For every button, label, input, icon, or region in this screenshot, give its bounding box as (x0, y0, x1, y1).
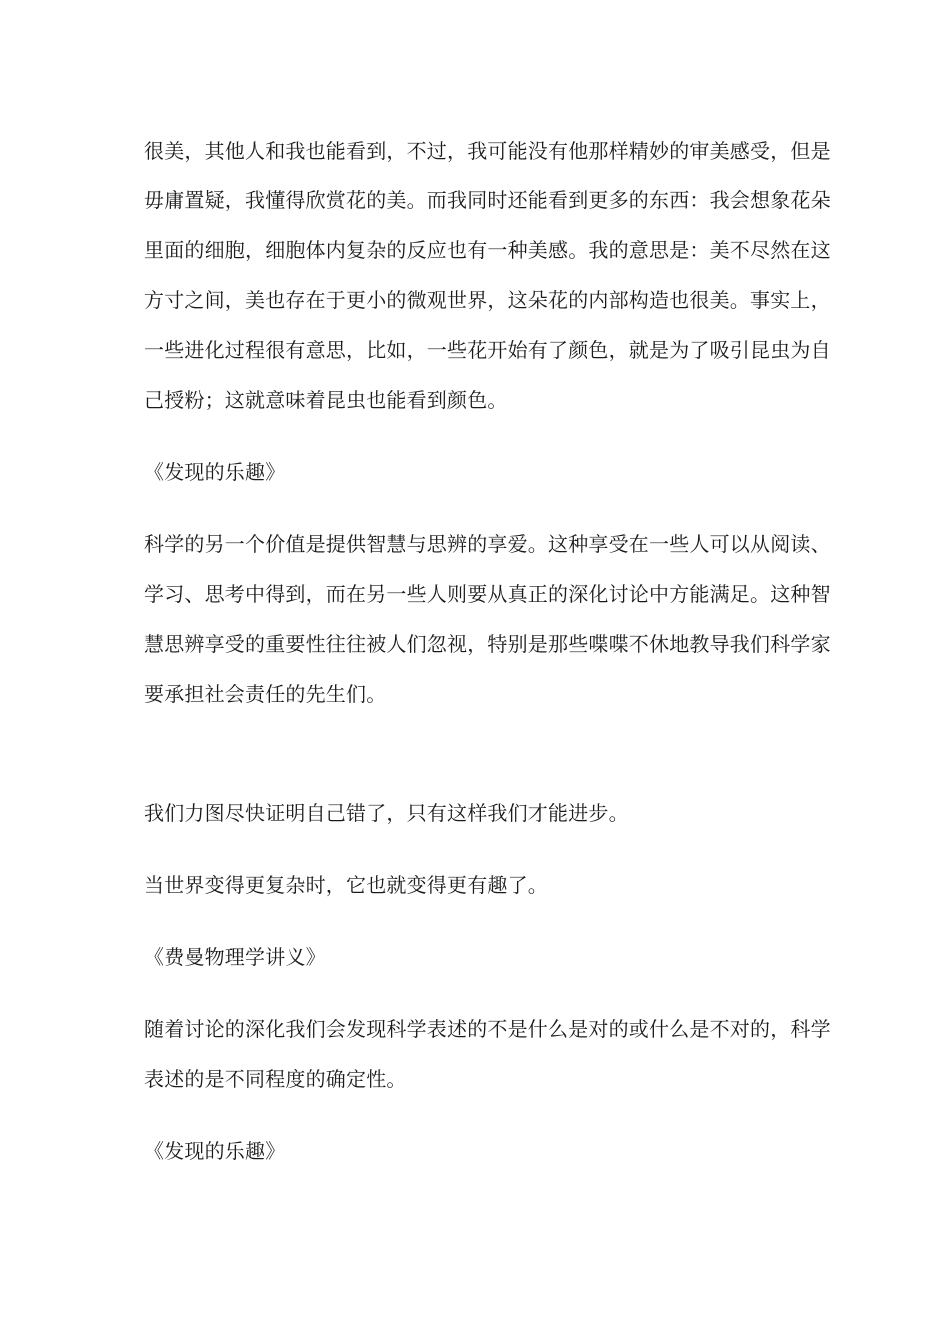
text-line: 一些进化过程很有意思，比如，一些花开始有了颜色，就是为了吸引昆虫为自 (144, 338, 831, 362)
source-citation: 《发现的乐趣》 (144, 1139, 286, 1163)
text-line: 随着讨论的深化我们会发现科学表述的不是什么是对的或什么是不对的，科学 (144, 1017, 831, 1041)
text-line: 己授粉；这就意味着昆虫也能看到颜色。 (144, 388, 508, 412)
text-line: 表述的是不同程度的确定性。 (144, 1067, 407, 1091)
text-line: 方寸之间，美也存在于更小的微观世界，这朵花的内部构造也很美。事实上， (144, 288, 831, 312)
text-line: 毋庸置疑，我懂得欣赏花的美。而我同时还能看到更多的东西：我会想象花朵 (144, 188, 831, 212)
quote-line: 当世界变得更复杂时，它也就变得更有趣了。 (144, 873, 548, 897)
text-line: 慧思辨享受的重要性往往被人们忽视，特别是那些喋喋不休地教导我们科学家 (144, 632, 831, 656)
text-line: 很美，其他人和我也能看到，不过，我可能没有他那样精妙的审美感受，但是 (144, 139, 831, 163)
text-line: 科学的另一个价值是提供智慧与思辨的享爱。这种享受在一些人可以从阅读、 (144, 532, 831, 556)
text-line: 里面的细胞，细胞体内复杂的反应也有一种美感。我的意思是：美不尽然在这 (144, 238, 831, 262)
text-line: 学习、思考中得到，而在另一些人则要从真正的深化讨论中方能满足。这种智 (144, 582, 831, 606)
text-line: 要承担社会责任的先生们。 (144, 682, 387, 706)
source-citation: 《发现的乐趣》 (144, 460, 286, 484)
quote-line: 我们力图尽快证明自己错了，只有这样我们才能进步。 (144, 801, 629, 825)
source-citation: 《费曼物理学讲义》 (144, 945, 326, 969)
